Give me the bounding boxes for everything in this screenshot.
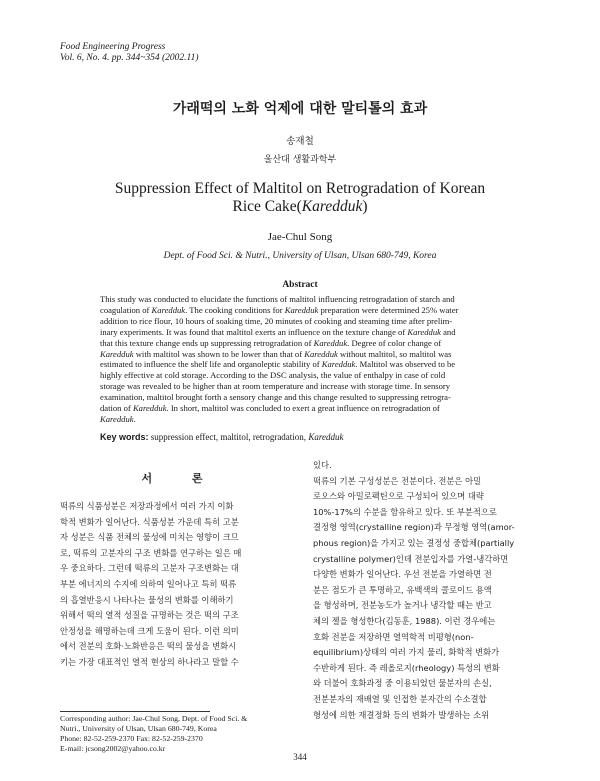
body-text-line: 안정성을 해명하는데 크게 도움이 된다. 이런 의미 (60, 625, 239, 636)
journal-volume: Vol. 6, No. 4. pp. 344~354 (2002.11) (60, 53, 199, 63)
right-column (313, 458, 543, 723)
abstract-line: that this texture change ends up suppressing retrogradation of Karedduk. Degree of color change of (100, 337, 442, 348)
body-text-line: 호화 전분을 저장하면 열역학적 비평형(non- (313, 631, 474, 642)
body-text-line: 위해서 떡의 열적 성질을 규명하는 것은 떡의 구조 (60, 610, 239, 621)
title-italic: Karedduk (301, 198, 363, 215)
body-text-line: 형성에 의한 재결정화 등의 변화가 발생하는 소위 (313, 709, 490, 720)
abstract-line: dation of Karedduk. In short, maltitol was concluded to exert a great influence on retrogradation of (100, 403, 440, 414)
body-text-line: 다양한 변화가 일어난다. 우선 전분을 가열하면 전 (313, 569, 492, 580)
left-column (60, 499, 302, 671)
body-text-line: 을 형성하며, 전분농도가 높거나 냉각할 때는 반고 (313, 600, 492, 611)
english-title (0, 180, 600, 216)
section-heading: 서 론 (141, 472, 221, 485)
body-text-line: 키는 가장 대표적인 열적 현상의 하나라고 말할 수 (60, 656, 239, 667)
body-text-line: crystalline polymer)인데 전분입자를 가열-냉각하면 (313, 553, 509, 564)
footnote-line: Nutri., University of Ulsan, Ulsan 680-749, Korea (60, 724, 217, 733)
abstract-line: examination, maltitol brought forth a sensory change and this change resulted to suppressing retrogra- (100, 392, 451, 403)
journal-header (60, 42, 199, 64)
body-text-line: 10%-17%의 수분을 함유하고 있다. 또 부분적으로 (313, 506, 497, 517)
title-plain: Rice Cake( (232, 198, 302, 215)
body-text-line: 부분 에너지의 수지에 의하여 일어나고 특히 떡류 (60, 578, 237, 589)
journal-name: Food Engineering Progress (60, 42, 166, 52)
abstract-line: highly effective at cold storage. According to the DSC analysis, the value of enthalpy in case of cold (100, 370, 446, 381)
footnote-divider (60, 711, 210, 712)
body-text-line: 학적 변화가 일어난다. 식품성분 가운데 특히 고분 (60, 516, 239, 527)
english-title-line2 (0, 198, 600, 216)
body-text-line: 체의 젤을 형성한다(김동훈, 1988). 이런 경우에는 (313, 615, 496, 626)
abstract-line: estimated to influence the shelf life and organoleptic stability of Karedduk. Maltitol was observed to be (100, 359, 456, 370)
keywords-text: suppression effect, maltitol, retrogradation, (148, 432, 309, 442)
abstract-line: addition to rice flour, 10 hours of soaking time, 20 minutes of cooking and steaming time after prelim- (100, 315, 453, 326)
body-text-line: 우 중요하다. 그런데 떡류의 고분자 구조변화는 대 (60, 563, 239, 574)
body-text-line: 의 흡열반응시 나타나는 물성의 변화를 이해하기 (60, 594, 234, 605)
body-text-line: 전분분자의 재배열 및 인접한 분자간의 수소결합 (313, 693, 487, 704)
body-text-line: 로오스와 아밀로펙틴으로 구성되어 있으며 대략 (313, 491, 484, 502)
korean-affiliation: 울산대 생활과학부 (263, 155, 337, 165)
title-end: ) (362, 198, 368, 215)
footnote-line: E-mail: jcsong2002@yahoo.co.kr (60, 744, 166, 753)
body-text-line: 결정형 영역(crystalline region)과 무정형 영역(amor- (313, 522, 515, 533)
abstract-line: Karedduk. (100, 413, 136, 424)
body-text-line: phous region)을 가지고 있는 결정성 중합체(partially (313, 537, 515, 548)
footnote (60, 714, 310, 754)
keywords (100, 432, 343, 442)
keywords-label: Key words: (100, 432, 149, 442)
abstract-body (100, 294, 506, 425)
body-text-line: 자 성분은 식품 전체의 물성에 미치는 영향이 크므 (60, 532, 239, 543)
abstract-heading: Abstract (282, 280, 318, 290)
korean-title: 가래떡의 노화 억제에 대한 말티톨의 효과 (172, 101, 428, 117)
footnote-line: Phone: 82-52-259-2370 Fax: 82-52-259-2370 (60, 734, 203, 743)
body-text-line: 떡류의 식품성분은 저장과정에서 여러 가지 이화 (60, 501, 234, 511)
page-number: 344 (293, 752, 307, 762)
english-author: Jae-Chul Song (267, 231, 333, 243)
body-text-line: 떡류의 기본 구성성분은 전분이다. 전분은 아밀 (313, 475, 482, 486)
body-text-line: 와 더불어 호화과정 중 이용되었던 물분자의 손실, (313, 678, 492, 689)
body-text-line: equilibrium)상태의 여러 가지 물리, 화학적 변화가 (313, 647, 500, 658)
korean-author: 송재철 (286, 136, 314, 147)
body-text-line: 분은 점도가 큰 투명하고, 유백색의 콜로이드 용액 (313, 584, 492, 595)
body-text-line: 있다. (313, 460, 332, 470)
english-affiliation: Dept. of Food Sci. & Nutri., University of Ulsan, Ulsan 680-749, Korea (163, 251, 437, 261)
abstract-line: inary experiments. It was found that maltitol exerts an influence on the texture change of Karedduk and (100, 326, 456, 337)
body-text-line: 에서 전분의 호화·노화반응은 떡의 물성을 변화시 (60, 641, 237, 652)
abstract-line: coagulation of Karedduk. The cooking conditions for Karedduk preparation were determined 25% water (100, 304, 459, 315)
keywords-italic: Karedduk (308, 432, 344, 442)
abstract-line: This study was conducted to elucidate the functions of maltitol influencing retrogradation of starch and (100, 294, 455, 304)
body-text-line: 수반하게 된다. 즉 레올로지(rheology) 특성의 변화 (313, 662, 500, 673)
abstract-line: Karedduk with maltitol was shown to be lower than that of Karedduk without maltitol, so maltitol was (100, 348, 452, 359)
body-text-line: 로, 떡류의 고분자의 구조 변화를 연구하는 일은 매 (60, 547, 242, 558)
abstract-line: storage was revealed to be higher than at room temperature and increase with storage time. In sensory (100, 381, 451, 392)
english-title-line1: Suppression Effect of Maltitol on Retrogradation of Korean (114, 180, 486, 197)
footnote-line: Corresponding author: Jae-Chul Song, Dept. of Food Sci. & (60, 714, 248, 723)
